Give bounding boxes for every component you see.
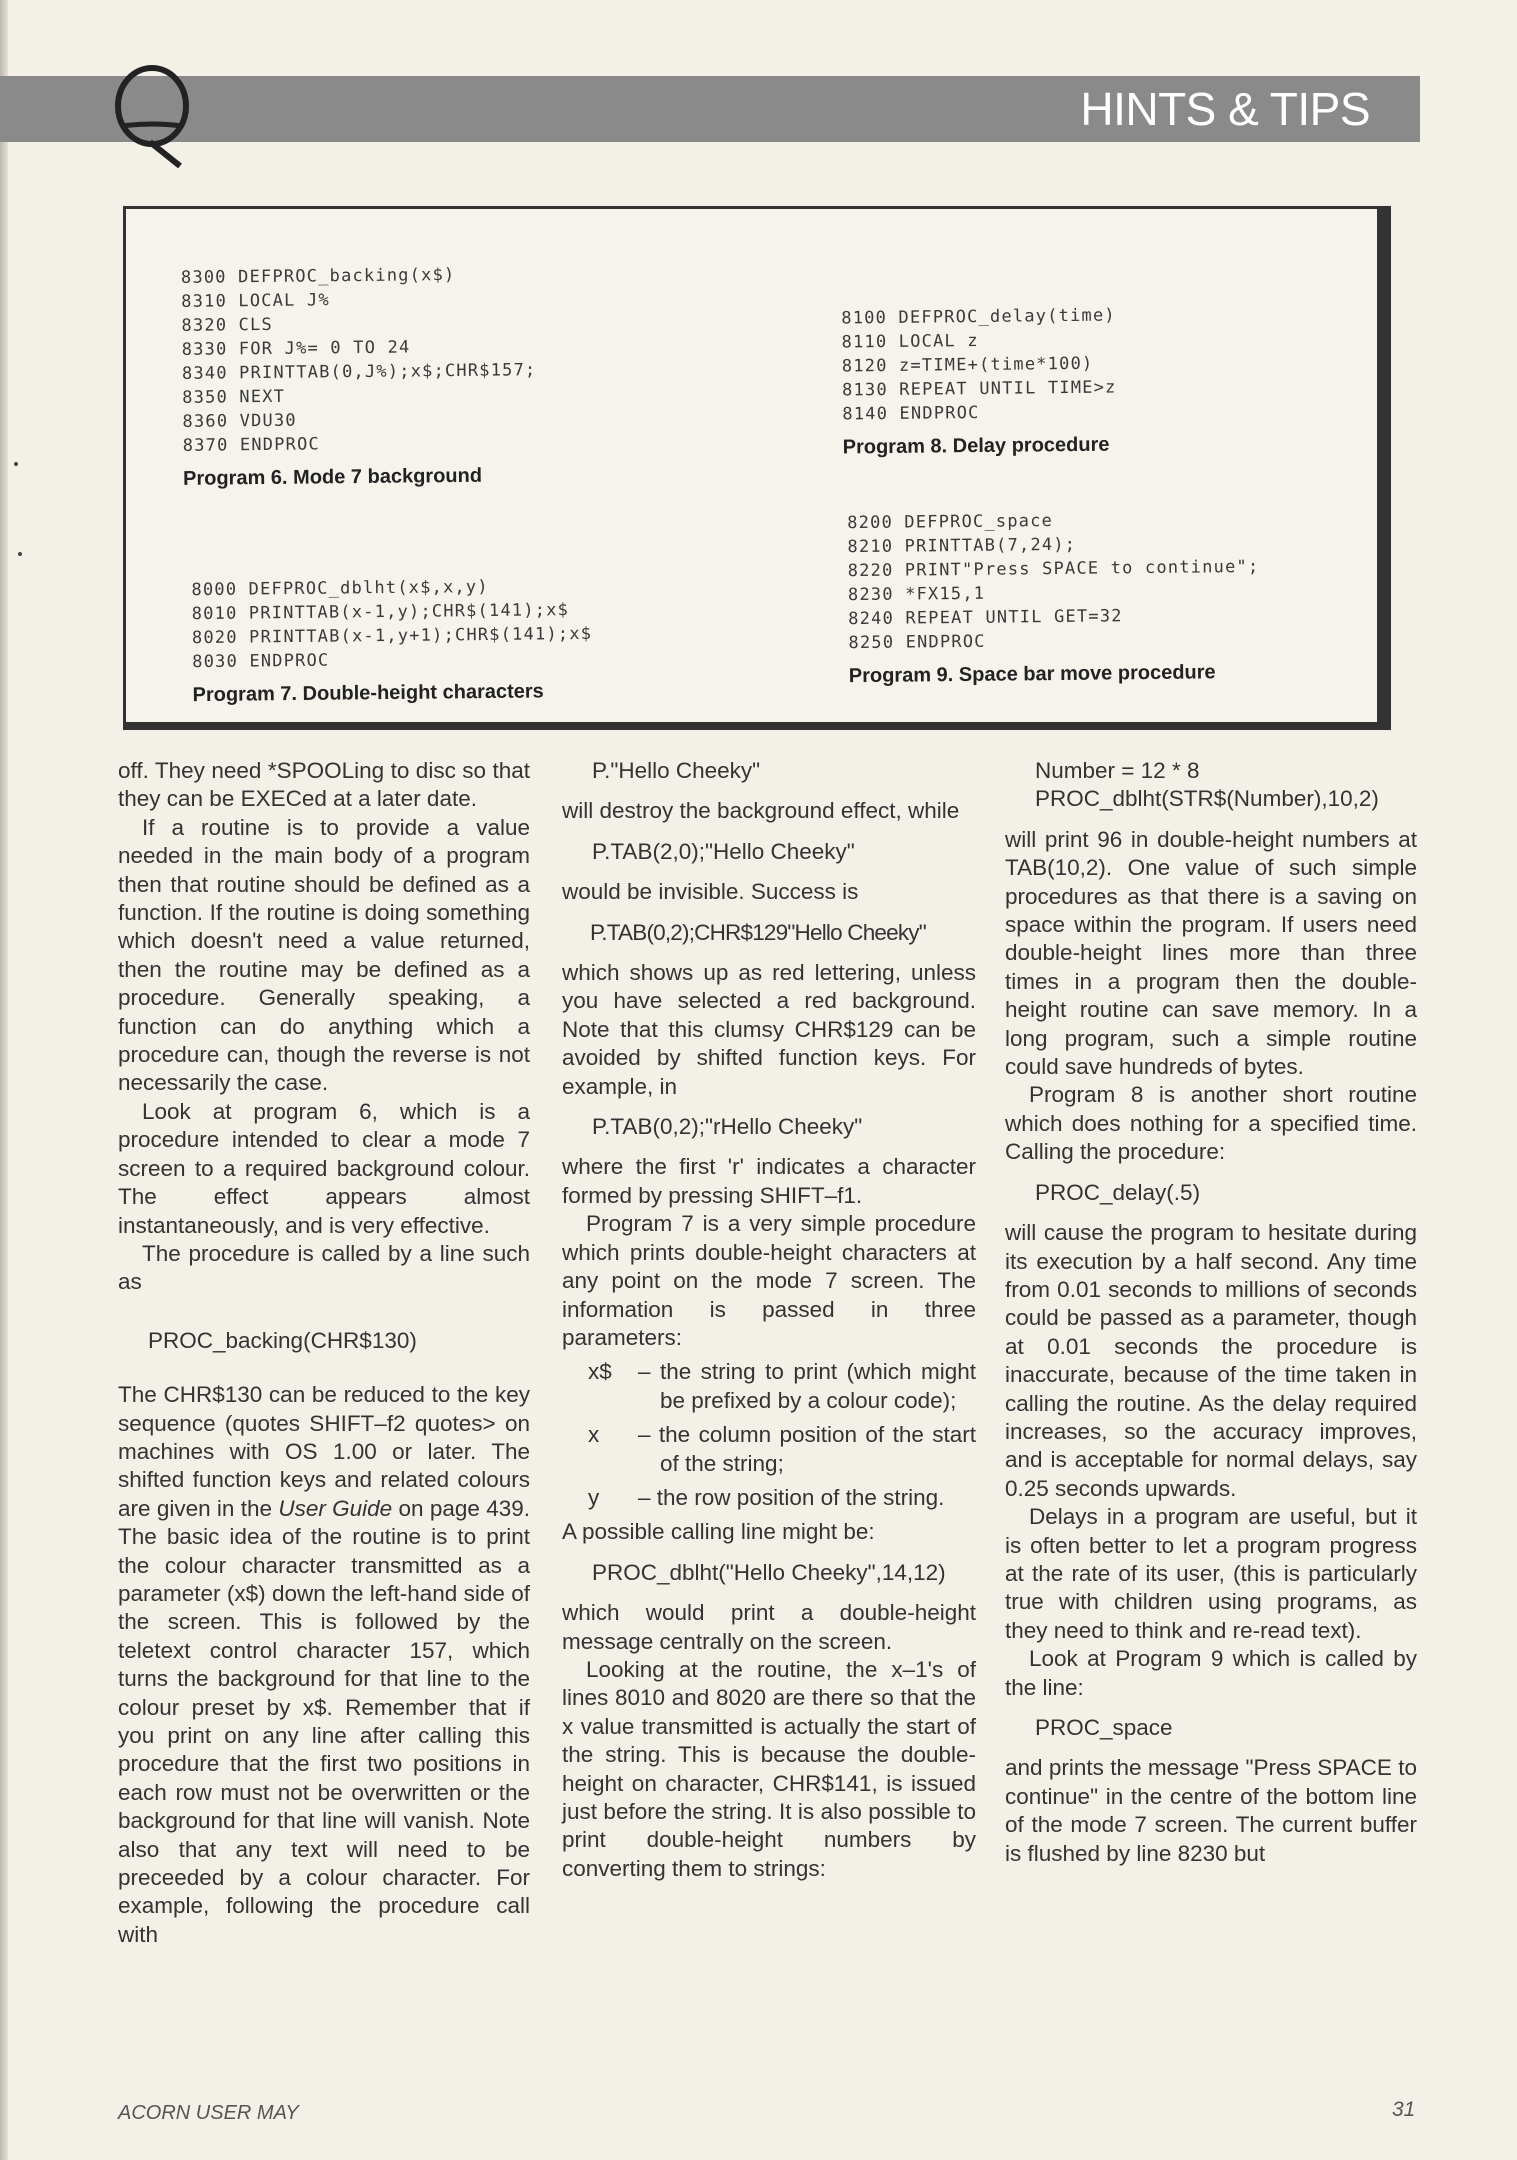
code-line: 8200 DEFPROC_space	[847, 511, 1054, 534]
q-logo-icon	[110, 64, 210, 174]
paragraph: will print 96 in double-height numbers at TAB(10,2). One value of such simple procedures as that there is a saving on space within the program. If users need double-height lines more than three times in a program then the double-height routine can save memory. In a long program, such a simple routine could save hundreds of bytes.	[1005, 826, 1417, 1080]
paragraph: will cause the program to hesitate during its execution by a half second. Any time from 0.01 seconds to millions of seconds could be passed as a parameter, though at 0.01 seconds the procedure is inaccurate, because of the time taken in calling the routine. As the delay required increases, so the accuracy improves, and is acceptable for normal delays, say 0.25 seconds upwards.	[1005, 1220, 1417, 1501]
paragraph: would be invisible. Success is	[562, 879, 859, 905]
code-line: 8240 REPEAT UNTIL GET=32	[848, 606, 1123, 630]
program-6-caption: Program 6. Mode 7 background	[182, 464, 483, 490]
paragraph: Look at program 6, which is a procedure intended to clear a mode 7 screen to a required background colour. The effect appears almost instantaneously, and is very effective.	[118, 1098, 530, 1238]
text-run: on page 439. The basic idea of the routine is to print the colour character transmitted as a parameter (x$) down the left-hand side of the screen. This is followed by the teletext control character 157, which turns the background for that line to the colour preset by x$. Remember that if you print on any line after calling this procedure that the first two positions in each row must not be overwritten or the background for that line will vanish. Note also that any text will need to be preceeded by a colour character. For example, following the procedure call with	[118, 1495, 530, 1947]
parameter-item	[562, 1484, 976, 1512]
code-line: 8140 ENDPROC	[842, 402, 980, 425]
program-9-listing	[847, 507, 1260, 688]
program-listings-box	[123, 206, 1391, 730]
parameter-name: y	[588, 1484, 600, 1510]
code-line: 8110 LOCAL z	[841, 331, 979, 353]
program-8-caption: Program 8. Delay procedure	[842, 433, 1110, 459]
magazine-name: ACORN USER MAY	[118, 2102, 299, 2124]
paragraph: Looking at the routine, the x–1's of lines 8010 and 8020 are there so that the x value transmitted is actually the start of the string. This is because the double-height on character, CHR$141, is issued just before the string. It is also possible to print double-height numbers by converting them to strings:	[562, 1656, 976, 1881]
paragraph: Look at Program 9 which is called by the line:	[1005, 1646, 1417, 1700]
paragraph: which shows up as red lettering, unless you have selected a red background. Note that this clumsy CHR$129 can be avoided by shifted function keys. For example, in	[562, 960, 976, 1099]
page-number: 31	[1392, 2098, 1416, 2121]
code-line: 8340 PRINTTAB(0,J%);x$;CHR$157;	[181, 360, 537, 384]
paragraph: which would print a double-height message centrally on the screen.	[562, 1600, 976, 1654]
paragraph: where the first 'r' indicates a character formed by pressing SHIFT–f1.	[562, 1154, 976, 1208]
code-line: 8010 PRINTTAB(x-1,y);CHR$(141);x$	[191, 600, 570, 625]
inline-code: P.TAB(2,0);"Hello Cheeky"	[592, 838, 855, 864]
code-line: 8330 FOR J%= 0 TO 24	[181, 337, 411, 360]
paragraph: The procedure is called by a line such as	[118, 1240, 530, 1295]
header-band	[0, 76, 1420, 142]
inline-code: PROC_dblht(STR$(Number),10,2)	[1035, 786, 1379, 812]
inline-code: P.TAB(0,2);CHR$129"Hello Cheeky"	[590, 919, 926, 945]
code-line: 8310 LOCAL J%	[181, 290, 330, 312]
parameter-description: – the column position of the start of the string;	[638, 1422, 976, 1476]
code-line: 8360 VDU30	[182, 410, 297, 432]
book-title: User Guide	[278, 1495, 393, 1521]
inline-code: PROC_space	[1035, 1715, 1173, 1740]
code-line: 8300 DEFPROC_backing(x$)	[180, 264, 456, 288]
code-line: 8220 PRINT"Press SPACE to continue";	[847, 556, 1260, 582]
inline-code: Number = 12 * 8	[1035, 758, 1200, 783]
paragraph: If a routine is to provide a value needed in the main body of a program then that routine should be defined as a function. If the routine is doing something which doesn't need a value returned, then the routine may be defined as a procedure. Generally speaking, a function can do anything which a procedure can, though the reverse is not necessarily the case.	[118, 814, 530, 1096]
text-run: The CHR$130 can be reduced to the key sequence (quotes SHIFT–f2 quotes> on machines with OS 1.00 or later. The shifted function keys and related colours are given in the	[118, 1382, 530, 1521]
paragraph	[118, 1381, 530, 1949]
code-line: 8100 DEFPROC_delay(time)	[841, 305, 1116, 329]
paragraph: and prints the message "Press SPACE to continue" in the centre of the bottom line of the mode 7 screen. The current buffer is flushed by line 8230 but	[1005, 1755, 1417, 1866]
parameter-name: x	[588, 1422, 600, 1448]
program-6-listing	[181, 262, 538, 491]
text-column-1	[118, 757, 530, 1949]
code-line: 8230 *FX15,1	[847, 583, 986, 606]
page-fold-edge	[0, 0, 8, 2160]
code-line: 8130 REPEAT UNTIL TIME>z	[841, 377, 1117, 401]
paragraph: A possible calling line might be:	[562, 1519, 875, 1545]
code-line: 8350 NEXT	[182, 386, 286, 408]
code-line: 8030 ENDPROC	[192, 650, 330, 673]
program-9-caption: Program 9. Space bar move procedure	[848, 661, 1216, 688]
parameter-description: – the string to print (which might be prefixed by a colour code);	[638, 1359, 976, 1413]
paragraph: Program 8 is another short routine which does nothing for a specified time. Calling the procedure:	[1005, 1082, 1417, 1165]
code-line: 8370 ENDPROC	[182, 434, 321, 456]
paragraph: Program 7 is a very simple procedure which prints double-height characters at any point on the mode 7 screen. The information is passed in three parameters:	[562, 1211, 976, 1350]
parameter-name: x$	[588, 1359, 612, 1385]
inline-code: PROC_delay(.5)	[1035, 1179, 1201, 1205]
parameter-description: – the row position of the string.	[638, 1484, 945, 1510]
code-line: 8120 z=TIME+(time*100)	[841, 353, 1094, 377]
section-title: HINTS & TIPS	[1080, 83, 1370, 135]
print-speck	[14, 462, 18, 466]
code-line: 8000 DEFPROC_dblht(x$,x,y)	[191, 576, 489, 601]
text-column-2	[562, 757, 976, 1883]
paragraph: Delays in a program are useful, but it is often better to let a program progress at the rate of its user, (this is particularly true with children using programs, as they need to think and re-read text).	[1005, 1504, 1417, 1643]
parameter-item	[562, 1358, 976, 1415]
parameter-item	[562, 1421, 976, 1478]
paragraph: off. They need *SPOOLing to disc so that they can be EXECed at a later date.	[118, 758, 530, 812]
inline-code: PROC_dblht("Hello Cheeky",14,12)	[592, 1559, 946, 1585]
paragraph: will destroy the background effect, while	[562, 798, 960, 824]
code-line: 8320 CLS	[181, 314, 274, 336]
print-speck	[18, 552, 22, 556]
code-line: 8020 PRINTTAB(x-1,y+1);CHR$(141);x$	[191, 623, 593, 649]
code-line: 8210 PRINTTAB(7,24);	[847, 534, 1077, 558]
inline-code: P.TAB(0,2);"rHello Cheeky"	[592, 1114, 863, 1140]
program-8-listing	[841, 304, 1117, 460]
inline-code: P."Hello Cheeky"	[592, 758, 761, 783]
code-line: 8250 ENDPROC	[848, 631, 986, 654]
inline-code: PROC_backing(CHR$130)	[148, 1327, 417, 1353]
program-7-listing	[191, 574, 593, 707]
program-7-caption: Program 7. Double-height characters	[192, 680, 544, 707]
text-column-3	[1005, 757, 1417, 1868]
